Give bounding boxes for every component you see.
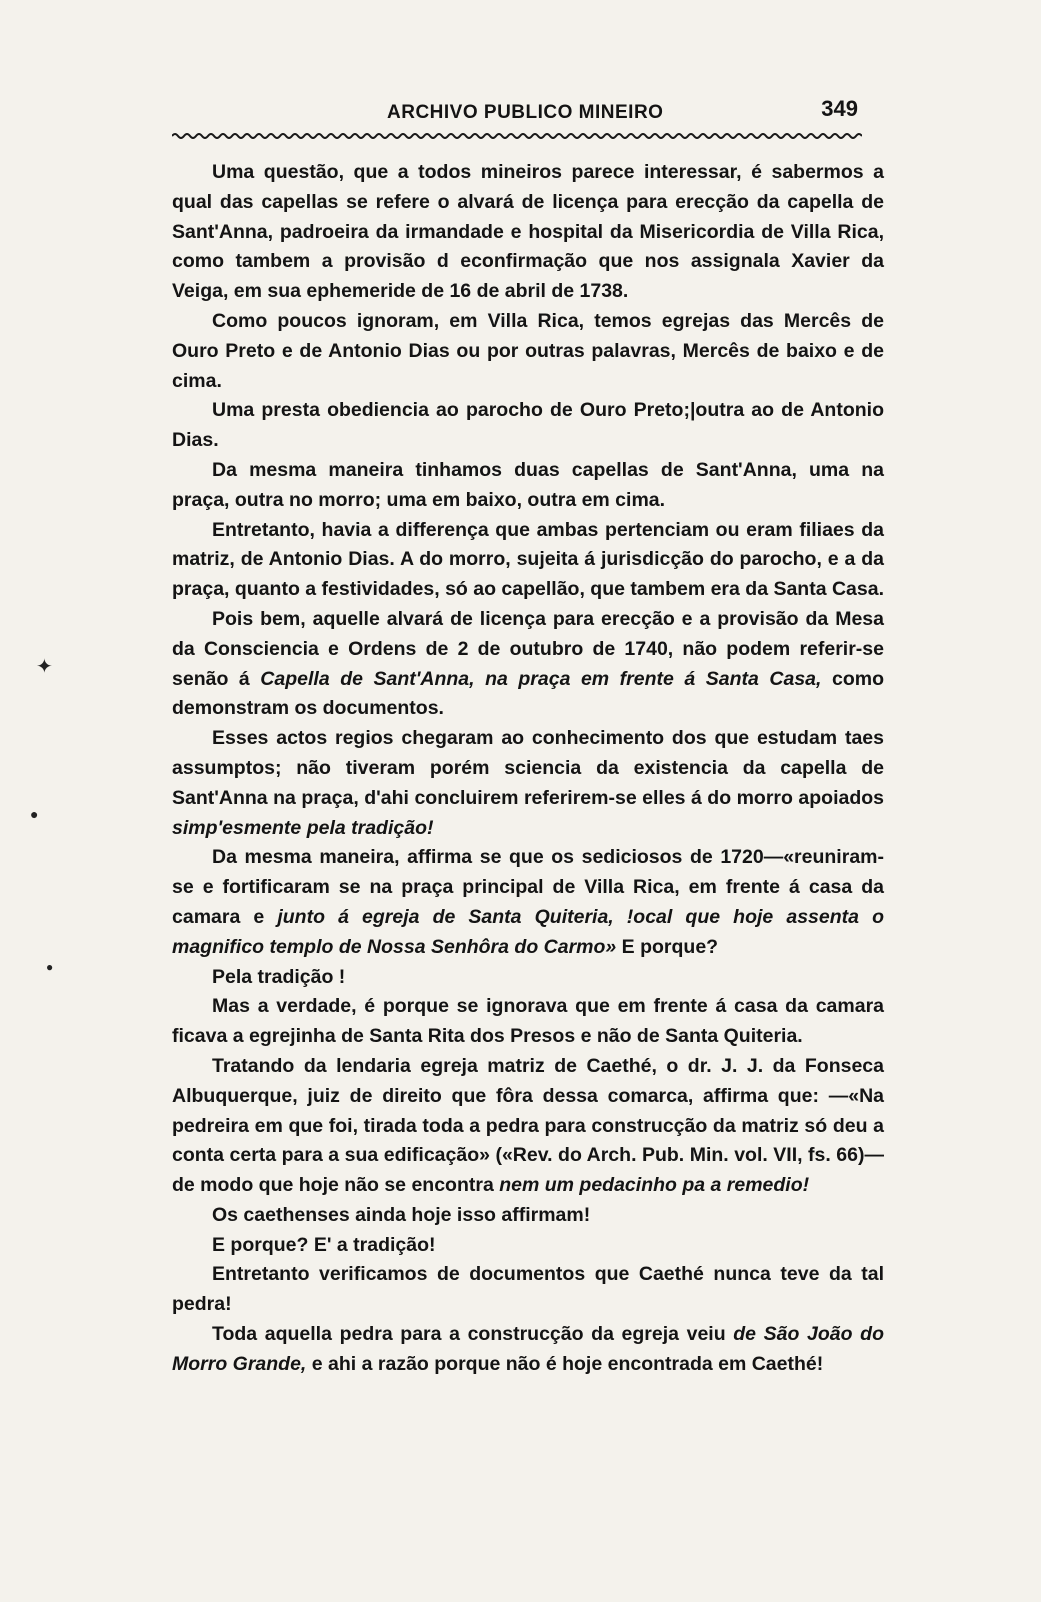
- paragraph-1: Uma questão, que a todos mineiros parece interessar, é sabermos a qual das capellas se refere o alvará de licença para erecção da capella de Sant'Anna, padroeira da irmandade e hospital da Misericordia de Villa Rica, como tambem a provisão d econfirmação que nos assignala Xavier da Veiga, em sua ephemeride de 16 de abril de 1738.: [172, 161, 884, 303]
- header-rule: [172, 132, 862, 140]
- italic-emphasis: simp'esmente pela tradição!: [172, 816, 434, 839]
- paragraph-7: Esses actos regios chegaram ao conhecimento dos que estudam taes assumptos; não tiveram porém sciencia da existencia da capella de Sant'Anna na praça, d'ahi concluirem referirem-se elles á do morro apoiados simp'esmente pela tradição!: [172, 727, 884, 839]
- paragraph-3: Uma presta obediencia ao parocho de Ouro Preto;|outra ao de Antonio Dias.: [172, 399, 884, 452]
- page-number: 349: [821, 96, 858, 121]
- paragraph-6: Pois bem, aquelle alvará de licença para erecção e a provisão da Mesa da Consciencia e Ordens de 2 de outubro de 1740, não podem referir-se senão á Capella de Sant'Anna, na praça em frente á Santa Casa, como demonstram os documentos.: [172, 607, 884, 720]
- paragraph-14: Entretanto verificamos de documentos que Caethé nunca teve da tal pedra!: [172, 1263, 884, 1316]
- margin-speck: ●: [46, 960, 54, 974]
- paragraph-5: Entretanto, havia a differença que ambas pertenciam ou eram filiaes da matriz, de Antonio Dias. A do morro, sujeita á jurisdicção do parocho, e a da praça, quanto a festividades, só ao capellão, que tambem era da Santa Casa.: [172, 518, 885, 601]
- paragraph-15: Toda aquella pedra para a construcção da egreja veiu de São João do Morro Grande, e ahi a razão porque não é hoje encontrada em Caethé!: [172, 1323, 884, 1375]
- italic-emphasis: junto á egreja de Santa Quiteria, !ocal que hoje assenta o magnifico templo de Nossa Senhôra do Carmo»: [172, 905, 884, 958]
- paragraph-12: Os caethenses ainda hoje isso affirmam!: [212, 1203, 591, 1226]
- paragraph-11: Tratando da lendaria egreja matriz de Caethé, o dr. J. J. da Fonseca Albuquerque, juiz de direito que fôra dessa comarca, affirma que: —«Na pedreira em que foi, tirada toda a pedra para construcção da matriz só deu a conta certa para a sua edificação» («Rev. do Arch. Pub. Min. vol. VII, fs. 66)—de modo que hoje não se encontra nem um pedacinho pa a remedio!: [172, 1054, 884, 1197]
- paragraph-13: E porque? E' a tradição!: [212, 1233, 436, 1256]
- paragraph-10: Mas a verdade, é porque se ignorava que em frente á casa da camara ficava a egrejinha de Santa Rita dos Presos e não de Santa Quiteria.: [172, 995, 884, 1048]
- italic-emphasis: nem um pedacinho pa a remedio!: [499, 1174, 810, 1197]
- paragraph-4: Da mesma maneira tinhamos duas capellas de Sant'Anna, uma na praça, outra no morro; uma em baixo, outra em cima.: [172, 458, 884, 511]
- paragraph-9: Pela tradição !: [212, 965, 346, 988]
- italic-emphasis: Capella de Sant'Anna, na praça em frente á Santa Casa,: [260, 667, 822, 690]
- running-title: ARCHIVO PUBLICO MINEIRO: [387, 102, 664, 123]
- italic-emphasis: de São João do Morro Grande,: [172, 1323, 884, 1375]
- margin-speck: ●: [30, 808, 39, 823]
- paragraph-8: Da mesma maneira, affirma se que os sediciosos de 1720—«reuniram-se e fortificaram se na praça principal de Villa Rica, em frente á casa da camara e junto á egreja de Santa Quiteria, !ocal que hoje assenta o magnifico templo de Nossa Senhôra do Carmo» E porque?: [172, 846, 884, 958]
- article-body: [172, 158, 884, 1380]
- margin-speck: ✦: [36, 656, 53, 678]
- paragraph-2: Como poucos ignoram, em Villa Rica, temos egrejas das Mercês de Ouro Preto e de Antonio Dias ou por outras palavras, Mercês de baixo e de cima.: [172, 309, 884, 392]
- page-header: [172, 96, 862, 132]
